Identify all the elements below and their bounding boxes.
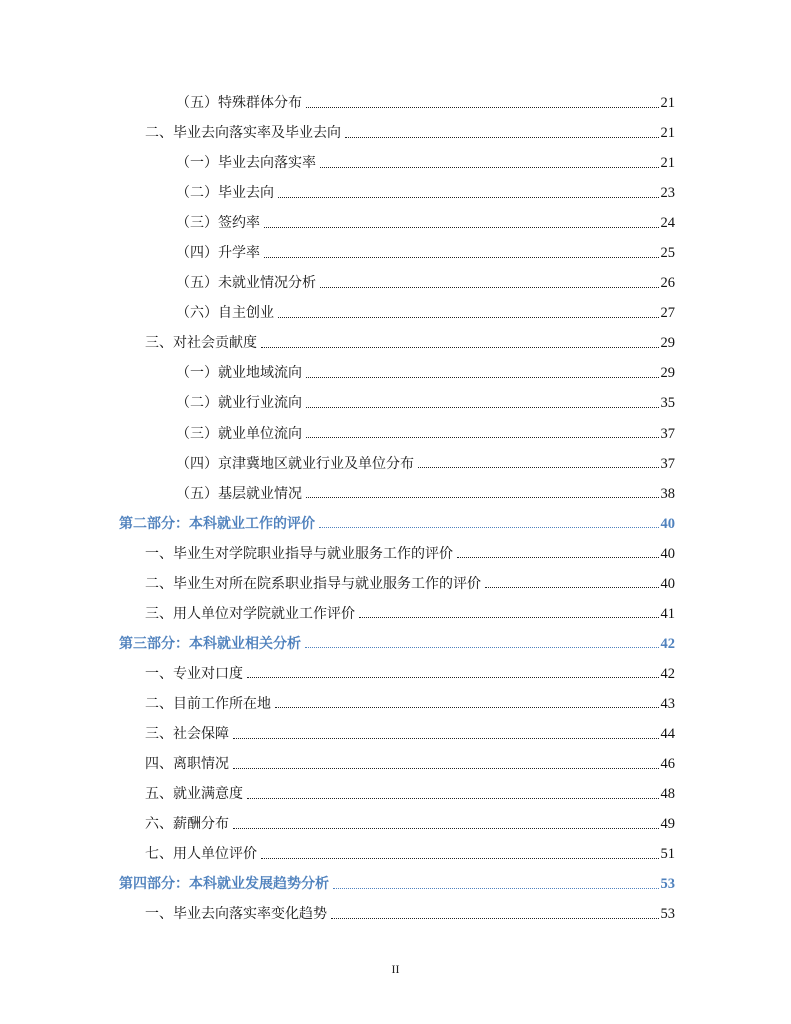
dot-leader: [418, 467, 659, 468]
toc-entry-title: 六、薪酬分布: [145, 816, 229, 833]
dot-leader: [345, 137, 659, 138]
toc-entry-title: （二）就业行业流向: [176, 395, 302, 412]
toc-entry-title: （五）特殊群体分布: [176, 95, 302, 112]
table-of-contents: [0, 88, 791, 929]
toc-entry-title: 三、用人单位对学院就业工作评价: [145, 605, 355, 622]
toc-entry-page-number: 27: [660, 305, 675, 322]
toc-row: [0, 148, 791, 178]
toc-entry-link[interactable]: [176, 244, 675, 262]
toc-row: [0, 88, 791, 118]
toc-row: [0, 869, 791, 899]
dot-leader: [457, 557, 659, 558]
toc-entry-title: 第三部分：本科就业相关分析: [119, 635, 301, 652]
toc-entry-title: （三）就业单位流向: [176, 425, 302, 442]
toc-row: [0, 629, 791, 659]
dot-leader: [306, 107, 659, 108]
toc-entry-link[interactable]: [176, 184, 675, 202]
dot-leader: [261, 858, 659, 859]
toc-row: [0, 899, 791, 929]
dot-leader: [306, 437, 659, 438]
toc-row: [0, 509, 791, 539]
toc-row: [0, 118, 791, 148]
dot-leader: [275, 707, 659, 708]
dot-leader: [261, 347, 659, 348]
toc-row: [0, 779, 791, 809]
toc-entry-page-number: 29: [660, 335, 675, 352]
toc-part-heading-link[interactable]: [119, 515, 675, 533]
toc-entry-title: 五、就业满意度: [145, 786, 243, 803]
dot-leader: [331, 918, 659, 919]
dot-leader: [319, 527, 659, 528]
toc-row: [0, 719, 791, 749]
toc-part-heading-link[interactable]: [119, 875, 675, 893]
toc-entry-page-number: 21: [660, 155, 675, 172]
toc-entry-link[interactable]: [176, 274, 675, 292]
toc-entry-page-number: 38: [660, 485, 675, 502]
toc-entry-link[interactable]: [176, 455, 675, 473]
dot-leader: [278, 317, 659, 318]
toc-entry-link[interactable]: [145, 124, 675, 142]
toc-entry-title: 一、专业对口度: [145, 665, 243, 682]
toc-entry-link[interactable]: [145, 905, 675, 923]
toc-entry-title: 二、毕业去向落实率及毕业去向: [145, 125, 341, 142]
toc-entry-page-number: 37: [660, 425, 675, 442]
toc-entry-link[interactable]: [176, 364, 675, 382]
toc-entry-link[interactable]: [145, 845, 675, 863]
toc-entry-page-number: 25: [660, 245, 675, 262]
toc-row: [0, 659, 791, 689]
toc-entry-page-number: 51: [660, 846, 675, 863]
dot-leader: [320, 287, 659, 288]
toc-row: [0, 569, 791, 599]
dot-leader: [278, 197, 659, 198]
toc-entry-page-number: 23: [660, 185, 675, 202]
toc-entry-page-number: 53: [660, 906, 675, 923]
toc-entry-title: （二）毕业去向: [176, 185, 274, 202]
toc-entry-page-number: 43: [660, 695, 675, 712]
toc-entry-title: 一、毕业去向落实率变化趋势: [145, 906, 327, 923]
toc-entry-title: （三）签约率: [176, 215, 260, 232]
toc-entry-link[interactable]: [176, 154, 675, 172]
toc-entry-title: （一）就业地域流向: [176, 365, 302, 382]
toc-entry-link[interactable]: [176, 394, 675, 412]
toc-row: [0, 449, 791, 479]
dot-leader: [320, 167, 659, 168]
toc-entry-link[interactable]: [145, 725, 675, 743]
toc-entry-link[interactable]: [145, 815, 675, 833]
dot-leader: [305, 647, 659, 648]
toc-entry-page-number: 40: [660, 515, 675, 532]
toc-entry-page-number: 42: [660, 665, 675, 682]
toc-entry-page-number: 21: [660, 125, 675, 142]
toc-entry-title: 三、社会保障: [145, 726, 229, 742]
toc-entry-title: 七、用人单位评价: [145, 846, 257, 863]
toc-entry-link[interactable]: [176, 94, 675, 112]
toc-entry-title: 四、离职情况: [145, 756, 229, 773]
toc-entry-page-number: 26: [660, 275, 675, 292]
toc-row: [0, 178, 791, 208]
toc-row: [0, 388, 791, 418]
dot-leader: [264, 257, 659, 258]
toc-entry-link[interactable]: [145, 545, 675, 563]
toc-entry-page-number: 40: [660, 545, 675, 562]
page-number-footer: II: [391, 962, 400, 976]
toc-entry-link[interactable]: [145, 785, 675, 803]
toc-entry-title: （四）京津冀地区就业行业及单位分布: [176, 455, 414, 472]
dot-leader: [306, 377, 659, 378]
toc-row: [0, 419, 791, 449]
toc-entry-link[interactable]: [145, 755, 675, 773]
dot-leader: [306, 497, 659, 498]
toc-entry-title: 第四部分：本科就业发展趋势分析: [119, 876, 329, 893]
dot-leader: [233, 768, 659, 769]
toc-entry-title: （六）自主创业: [176, 305, 274, 322]
toc-entry-page-number: 53: [660, 876, 675, 893]
toc-entry-page-number: 37: [660, 455, 675, 472]
toc-entry-title: 二、目前工作所在地: [145, 695, 271, 712]
toc-entry-title: （四）升学率: [176, 245, 260, 262]
toc-entry-page-number: 44: [660, 726, 675, 742]
dot-leader: [233, 828, 659, 829]
dot-leader: [333, 888, 659, 889]
toc-row: [0, 238, 791, 268]
toc-entry-page-number: 49: [660, 816, 675, 833]
toc-entry-title: （一）毕业去向落实率: [176, 155, 316, 172]
toc-entry-title: 第二部分：本科就业工作的评价: [119, 515, 315, 532]
dot-leader: [247, 677, 659, 678]
toc-entry-link[interactable]: [145, 695, 675, 713]
toc-row: [0, 358, 791, 388]
toc-row: [0, 268, 791, 298]
toc-row: [0, 599, 791, 629]
toc-entry-page-number: 46: [660, 756, 675, 773]
dot-leader: [485, 587, 659, 588]
toc-entry-page-number: 41: [660, 605, 675, 622]
toc-entry-page-number: 40: [660, 575, 675, 592]
dot-leader: [247, 798, 659, 799]
toc-entry-link[interactable]: [145, 575, 675, 593]
toc-row: [0, 839, 791, 869]
toc-entry-page-number: 42: [660, 635, 675, 652]
toc-row: [0, 328, 791, 358]
toc-row: [0, 809, 791, 839]
toc-entry-link[interactable]: [176, 304, 675, 322]
toc-row: [0, 689, 791, 719]
toc-entry-page-number: 29: [660, 365, 675, 382]
toc-entry-title: 三、对社会贡献度: [145, 335, 257, 352]
toc-entry-link[interactable]: [176, 485, 675, 503]
toc-row: [0, 208, 791, 238]
toc-entry-title: （五）基层就业情况: [176, 485, 302, 502]
dot-leader: [306, 407, 659, 408]
toc-entry-link[interactable]: [176, 425, 675, 443]
toc-row: [0, 539, 791, 569]
toc-row: [0, 479, 791, 509]
dot-leader: [359, 617, 659, 618]
toc-row: [0, 749, 791, 779]
dot-leader: [264, 227, 659, 228]
toc-entry-link[interactable]: [145, 665, 675, 683]
toc-entry-page-number: 24: [660, 215, 675, 232]
toc-entry-title: 一、毕业生对学院职业指导与就业服务工作的评价: [145, 545, 453, 562]
toc-entry-link[interactable]: [145, 605, 675, 623]
dot-leader: [233, 738, 659, 739]
toc-entry-title: （五）未就业情况分析: [176, 275, 316, 292]
toc-entry-page-number: 21: [660, 95, 675, 112]
toc-entry-page-number: 35: [660, 395, 675, 412]
toc-entry-title: 二、毕业生对所在院系职业指导与就业服务工作的评价: [145, 575, 481, 592]
toc-entry-link[interactable]: [176, 214, 675, 232]
toc-entry-link[interactable]: [145, 334, 675, 352]
toc-part-heading-link[interactable]: [119, 635, 675, 653]
toc-row: [0, 298, 791, 328]
toc-entry-page-number: 48: [660, 786, 675, 803]
